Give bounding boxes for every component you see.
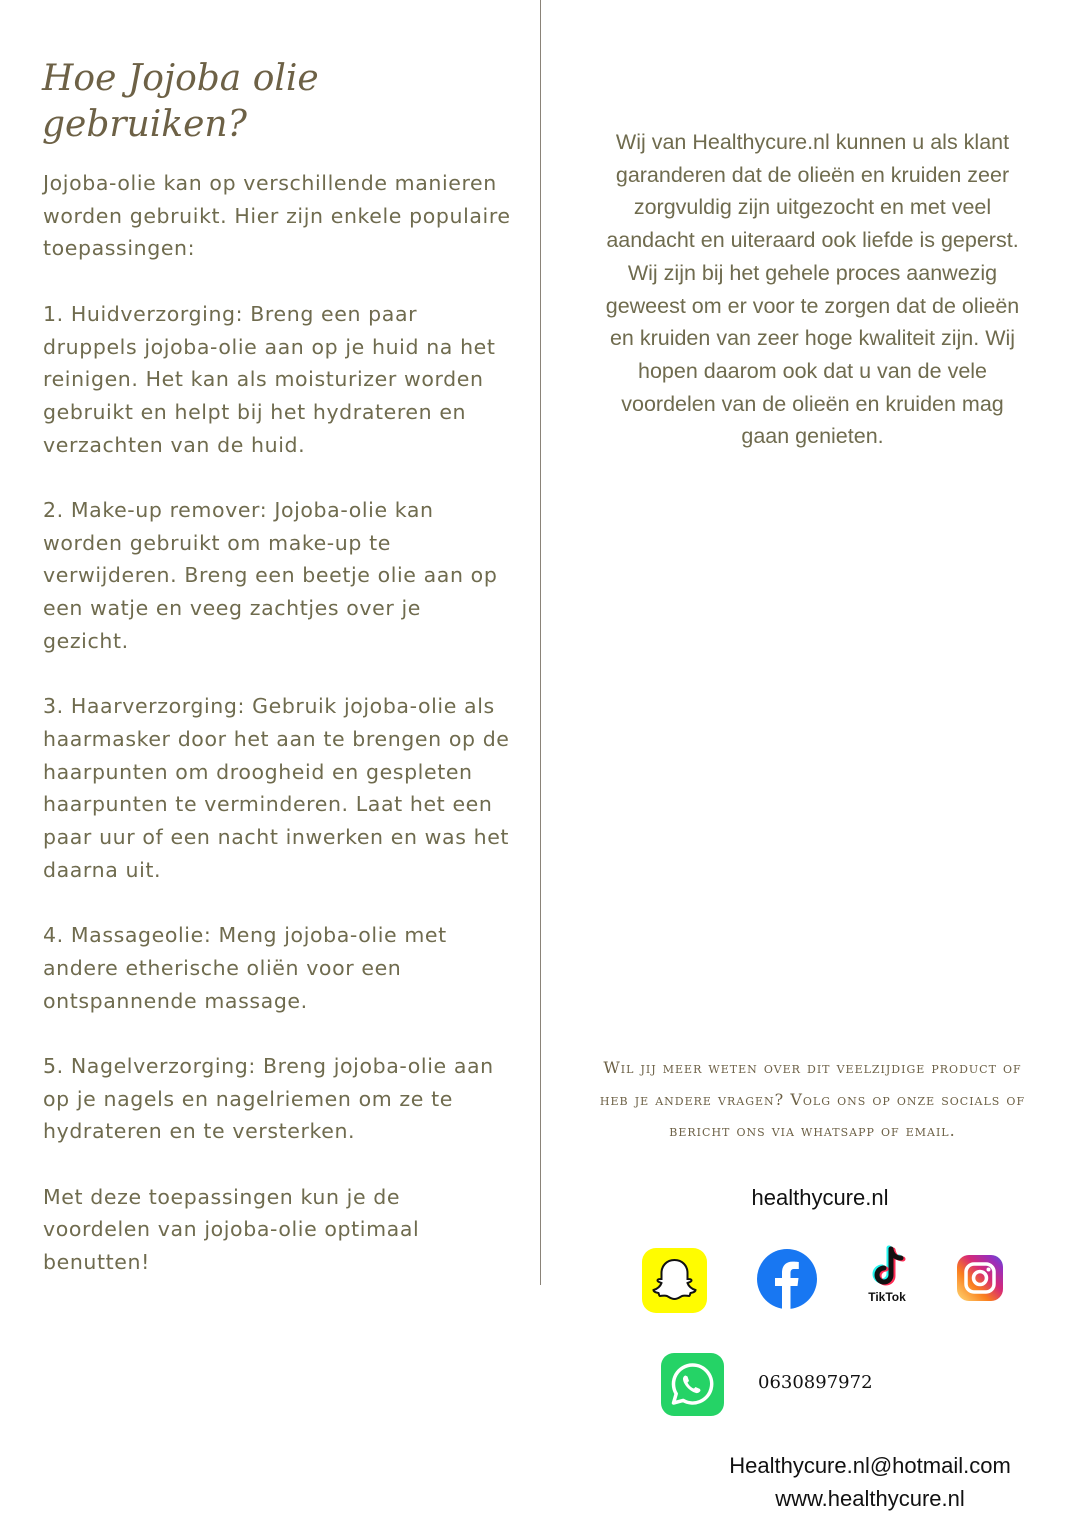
phone-number[interactable]: 0630897972 [758, 1372, 873, 1393]
instagram-icon[interactable] [957, 1255, 1003, 1301]
paragraph-skin-care: 1. Huidverzorging: Breng een paar druppels jojoba-olie aan op je huid na het reinigen. Het kan als moisturizer worden gebruikt en helpt bij het hydrateren en verzachten van de huid. [43, 301, 496, 457]
usage-text [43, 167, 513, 1312]
tiktok-label: TikTok [868, 1290, 906, 1304]
paragraph-intro: Jojoba-olie kan op verschillende manieren worden gebruikt. Hier zijn enkele populaire toepassingen: [43, 171, 511, 261]
paragraph-closing: Met deze toepassingen kun je de voordelen van jojoba-olie optimaal benutten! [43, 1184, 420, 1275]
column-divider [540, 0, 541, 1285]
guarantee-text: Wij van Healthycure.nl kunnen u als klant garanderen dat de olieën en kruiden zeer zorgvuldig zijn uitgezocht en met veel aandacht en uiteraard ook liefde is geperst. Wij zijn bij het gehele proces aanwezig geweest om er voor te zorgen dat de olieën en kruiden van zeer hoge kwaliteit zijn. Wij hopen daarom ook dat u van de vele voordelen van de olieën en kruiden mag gaan genieten. [605, 130, 1020, 449]
paragraph-hair-care: 3. Haarverzorging: Gebruik jojoba-olie als haarmasker door het aan te brengen op de haarpunten om droogheid en gespleten haarpunten te verminderen. Laat het een paar uur of een nacht inwerken en was het daarna uit. [43, 694, 510, 882]
contact-cta: Wil jij meer weten over dit veelzijdige product of heb je andere vragen? Volg ons op onze socials of bericht ons via whatsapp of email. [599, 1058, 1026, 1140]
website-link[interactable]: www.healthycure.nl [775, 1485, 965, 1511]
facebook-icon[interactable] [756, 1248, 818, 1310]
contact-footer [720, 1450, 1020, 1515]
snapchat-icon[interactable] [642, 1248, 707, 1313]
paragraph-nail-care: 5. Nagelverzorging: Breng jojoba-olie aan op je nagels en nagelriemen om ze te hydrateren en te versterken. [43, 1053, 494, 1144]
paragraph-makeup-remover: 2. Make-up remover: Jojoba-olie kan worden gebruikt om make-up te verwijderen. Breng een beetje olie aan op een watje en veeg zachtjes over je gezicht. [43, 498, 498, 653]
email-link[interactable]: Healthycure.nl@hotmail.com [729, 1453, 1011, 1478]
tiktok-icon[interactable] [860, 1245, 914, 1305]
whatsapp-icon[interactable] [661, 1353, 724, 1416]
website-label[interactable]: healthycure.nl [751, 1185, 889, 1210]
page-title: Hoe Jojoba olie gebruiken? [42, 58, 319, 145]
paragraph-massage-oil: 4. Massageolie: Meng jojoba-olie met andere etherische oliën voor een ontspannende massage. [43, 923, 447, 1013]
